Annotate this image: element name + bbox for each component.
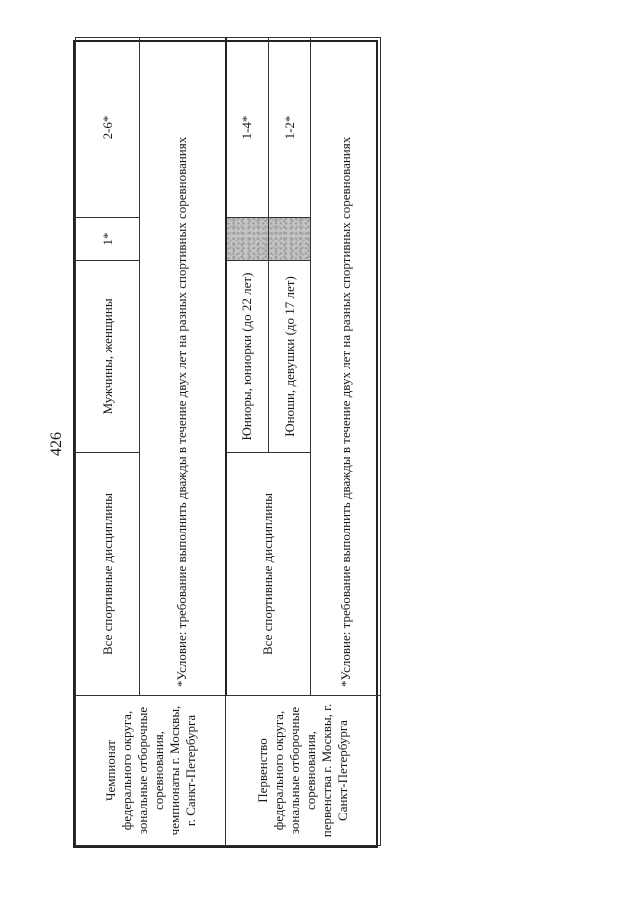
table-row <box>76 37 140 845</box>
place-cell: 1-4* <box>226 37 269 217</box>
place-cell: 2-6* <box>76 37 140 217</box>
rotated-table-wrapper <box>73 40 378 848</box>
disciplines-cell: Все спортивные дисциплины <box>226 453 311 696</box>
page-number: 426 <box>48 432 65 456</box>
table-row <box>226 37 269 845</box>
competition-cell: Первенство федерального округа, зональные отборочные соревнования, первенства г. Москвы, г. Санкт-Петербурга <box>226 696 381 846</box>
disciplines-cell: Все спортивные дисциплины <box>76 453 140 696</box>
condition-text: *Условие: требование выполнить дважды в течение двух лет на разных спортивных соревнованиях <box>311 37 381 695</box>
group-cell: Юниоры, юниорки (до 22 лет) <box>226 260 269 452</box>
group-cell: Юноши, девушки (до 17 лет) <box>269 260 311 452</box>
condition-text: *Условие: требование выполнить дважды в течение двух лет на разных спортивных соревнованиях <box>140 37 226 695</box>
place-cell: 1-2* <box>269 37 311 217</box>
shaded-empty-cell <box>269 217 311 260</box>
competition-cell: Чемпионат федерального округа, зональные отборочные соревнования, чемпионаты г. Москвы, г. Санкт-Петербурга <box>76 696 226 846</box>
qualification-table <box>73 40 378 848</box>
place-cell: 1* <box>76 217 140 260</box>
shaded-empty-cell <box>226 217 269 260</box>
group-cell: Мужчины, женщины <box>76 260 140 452</box>
